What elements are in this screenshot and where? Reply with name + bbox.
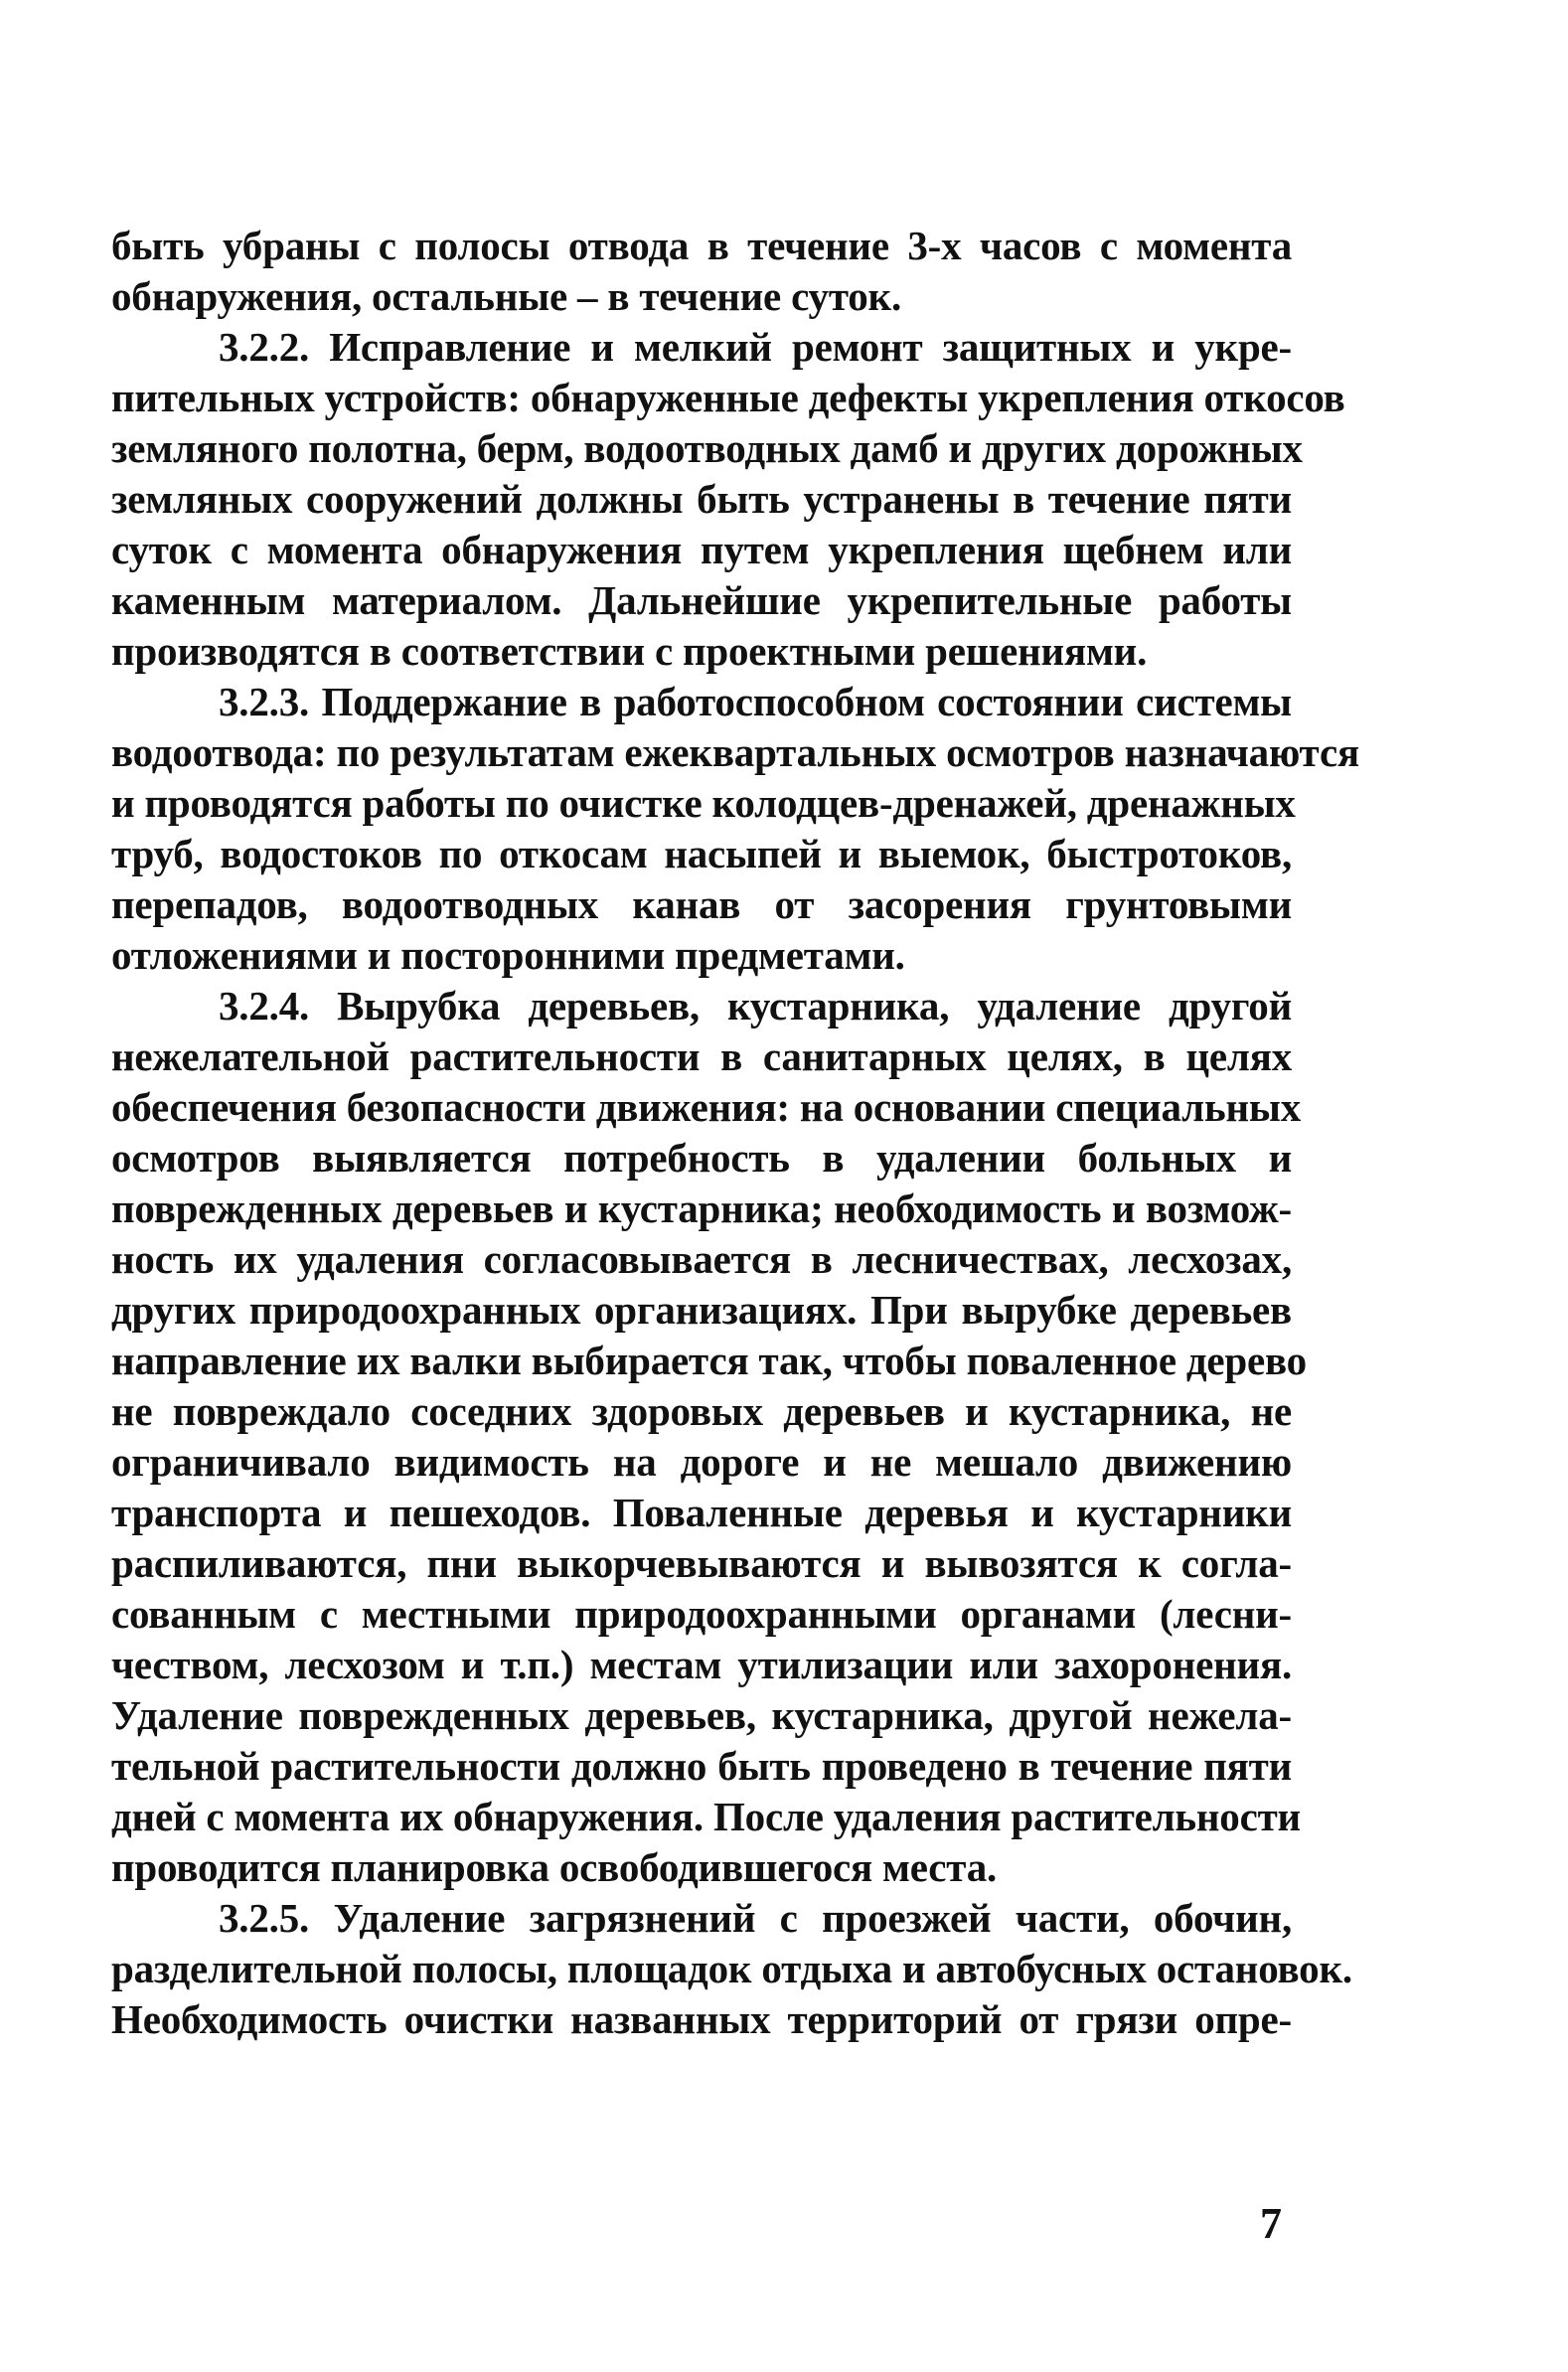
text-line: тельной растительности должно быть проведено в течение пяти: [111, 1743, 1292, 1789]
section-heading-line: 3.2.3. Поддержание в работоспособном состоянии системы: [219, 679, 1292, 724]
text-line: чеством, лесхозом и т.п.) местам утилизации или захоронения.: [111, 1642, 1292, 1687]
text-line: сованным с местными природоохранными органами (лесни-: [111, 1591, 1292, 1637]
text-line: ограничивало видимость на дороге и не мешало движению: [111, 1439, 1292, 1485]
text-line: транспорта и пешеходов. Поваленные деревья и кустарники: [111, 1490, 1292, 1535]
text-line: производятся в соответствии с проектными решениями.: [111, 628, 1148, 674]
text-line: проводится планировка освободившегося места.: [111, 1844, 998, 1890]
text-line: суток с момента обнаружения путем укрепления щебнем или: [111, 527, 1292, 572]
text-line: Необходимость очистки названных территорий от грязи опре-: [111, 1996, 1292, 2042]
text-line: и проводятся работы по очистке колодцев-дренажей, дренажных: [111, 780, 1296, 826]
page-number: 7: [1260, 2199, 1282, 2248]
text-line: разделительной полосы, площадок отдыха и автобусных остановок.: [111, 1946, 1352, 1991]
text-line: земляных сооружений должны быть устранены в течение пяти: [111, 476, 1292, 522]
text-line: водоотвода: по результатам ежеквартальных осмотров назначаются: [111, 729, 1359, 775]
text-line: каменным материалом. Дальнейшие укрепительные работы: [111, 577, 1292, 623]
text-line: ность их удаления согласовывается в лесничествах, лесхозах,: [111, 1236, 1292, 1282]
text-line: быть убраны с полосы отвода в течение 3-х часов с момента: [111, 223, 1292, 268]
text-line: дней с момента их обнаружения. После удаления растительности: [111, 1794, 1301, 1839]
text-line: отложениями и посторонними предметами.: [111, 932, 905, 978]
document-body: [111, 221, 1359, 2045]
text-line: земляного полотна, берм, водоотводных дамб и других дорожных: [111, 425, 1303, 471]
text-line: других природоохранных организациях. При вырубке деревьев: [111, 1287, 1292, 1333]
text-line: труб, водостоков по откосам насыпей и выемок, быстротоков,: [111, 831, 1292, 876]
text-line: обеспечения безопасности движения: на основании специальных: [111, 1084, 1301, 1130]
text-line: пительных устройств: обнаруженные дефекты укрепления откосов: [111, 375, 1345, 420]
section-heading-line: 3.2.4. Вырубка деревьев, кустарника, удаление другой: [219, 983, 1292, 1028]
text-line: нежелательной растительности в санитарных целях, в целях: [111, 1033, 1292, 1079]
text-line: не повреждало соседних здоровых деревьев и кустарника, не: [111, 1388, 1292, 1434]
text-line: перепадов, водоотводных канав от засорения грунтовыми: [111, 881, 1292, 927]
text-line: осмотров выявляется потребность в удалении больных и: [111, 1135, 1292, 1181]
section-heading-line: 3.2.2. Исправление и мелкий ремонт защитных и укре-: [219, 324, 1292, 370]
text-line: направление их валки выбирается так, чтобы поваленное дерево: [111, 1338, 1307, 1383]
section-heading-line: 3.2.5. Удаление загрязнений с проезжей части, обочин,: [219, 1895, 1292, 1941]
text-line: распиливаются, пни выкорчевываются и вывозятся к согла-: [111, 1540, 1292, 1586]
text-line: обнаружения, остальные – в течение суток.: [111, 273, 902, 319]
text-line: поврежденных деревьев и кустарника; необходимость и возмож-: [111, 1186, 1292, 1231]
text-line: Удаление поврежденных деревьев, кустарника, другой нежела-: [111, 1692, 1292, 1738]
